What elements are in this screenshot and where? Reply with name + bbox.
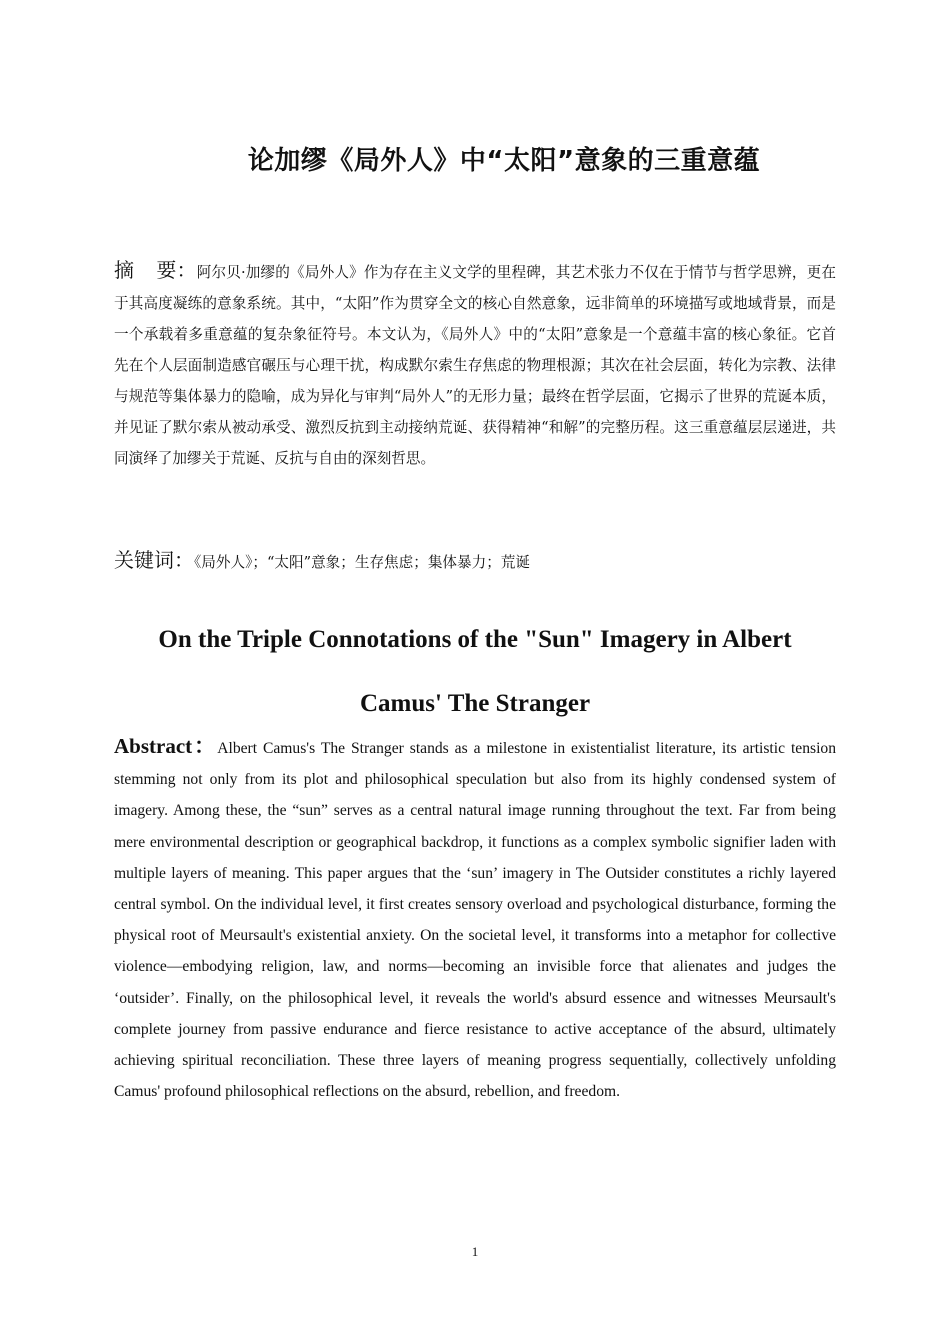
- english-title: [114, 608, 836, 736]
- chinese-abstract: [114, 255, 836, 474]
- english-title-line-1: On the Triple Connotations of the "Sun" Imagery in Albert: [158, 626, 792, 653]
- chinese-keywords-text: 《局外人》；“太阳”意象；生存焦虑；集体暴力；荒诞: [194, 554, 530, 571]
- chinese-abstract-label: 摘 要：: [114, 258, 197, 282]
- english-title-line-2: Camus' The Stranger: [359, 690, 591, 717]
- chinese-abstract-text: 阿尔贝·加缪的《局外人》作为存在主义文学的里程碑，其艺术张力不仅在于情节与哲学思辨，更在于其高度凝练的意象系统。其中，“太阳”作为贯穿全文的核心自然意象，远非简单的环境描写或地域背景，而是一个承载着多重意蕴的复杂象征符号。本文认为，《局外人》中的“太阳”意象是一个意蕴丰富的核心象征。它首先在个人层面制造感官碾压与心理干扰，构成默尔索生存焦虑的物理根源；其次在社会层面，转化为宗教、法律与规范等集体暴力的隐喻，成为异化与审判“局外人”的无形力量；最终在哲学层面，它揭示了世界的荒诞本质，并见证了默尔索从被动承受、激烈反抗到主动接纳荒诞、获得精神“和解”的完整历程。这三重意蕴层层递进，共同演绎了加缪关于荒诞、反抗与自由的深刻哲思。: [114, 264, 837, 467]
- english-abstract-label: Abstract：: [114, 734, 218, 758]
- chinese-title: 论加缪《局外人》中“太阳”意象的三重意蕴: [247, 146, 761, 176]
- english-abstract-text: Albert Camus's The Stranger stands as a milestone in existentialist literature, its artistic tension stemming not only from its plot and philosophical speculation but also from its highly condensed system of imagery. Among these, the “sun” serves as a central natural image running throughout the text. Far from being mere environmental description or geographical backdrop, it functions as a complex symbolic signifier laden with multiple layers of meaning. This paper argues that the ‘sun’ imagery in The Outsider constitutes a richly layered central symbol. On the individual level, it first creates sensory overload and psychological disturbance, forming the physical root of Meursault's existential anxiety. On the societal level, it transforms into a metaphor for collective violence—embodying religion, law, and norms—becoming an invisible force that alienates and judges the ‘outsider’. Finally, on the philosophical level, it reveals the world's absurd essence and witnesses Meursault's complete journey from passive endurance and fierce resistance to active acceptance of the absurd, ultimately achieving spiritual reconciliation. These three layers of meaning progress sequentially, collectively unfolding Camus' profound philosophical reflections on the absurd, rebellion, and freedom.: [114, 740, 836, 1101]
- page-number: 1: [471, 1244, 479, 1259]
- english-abstract: [114, 731, 836, 1107]
- chinese-keywords-label: 关键词：: [114, 548, 194, 572]
- chinese-keywords: [114, 545, 836, 578]
